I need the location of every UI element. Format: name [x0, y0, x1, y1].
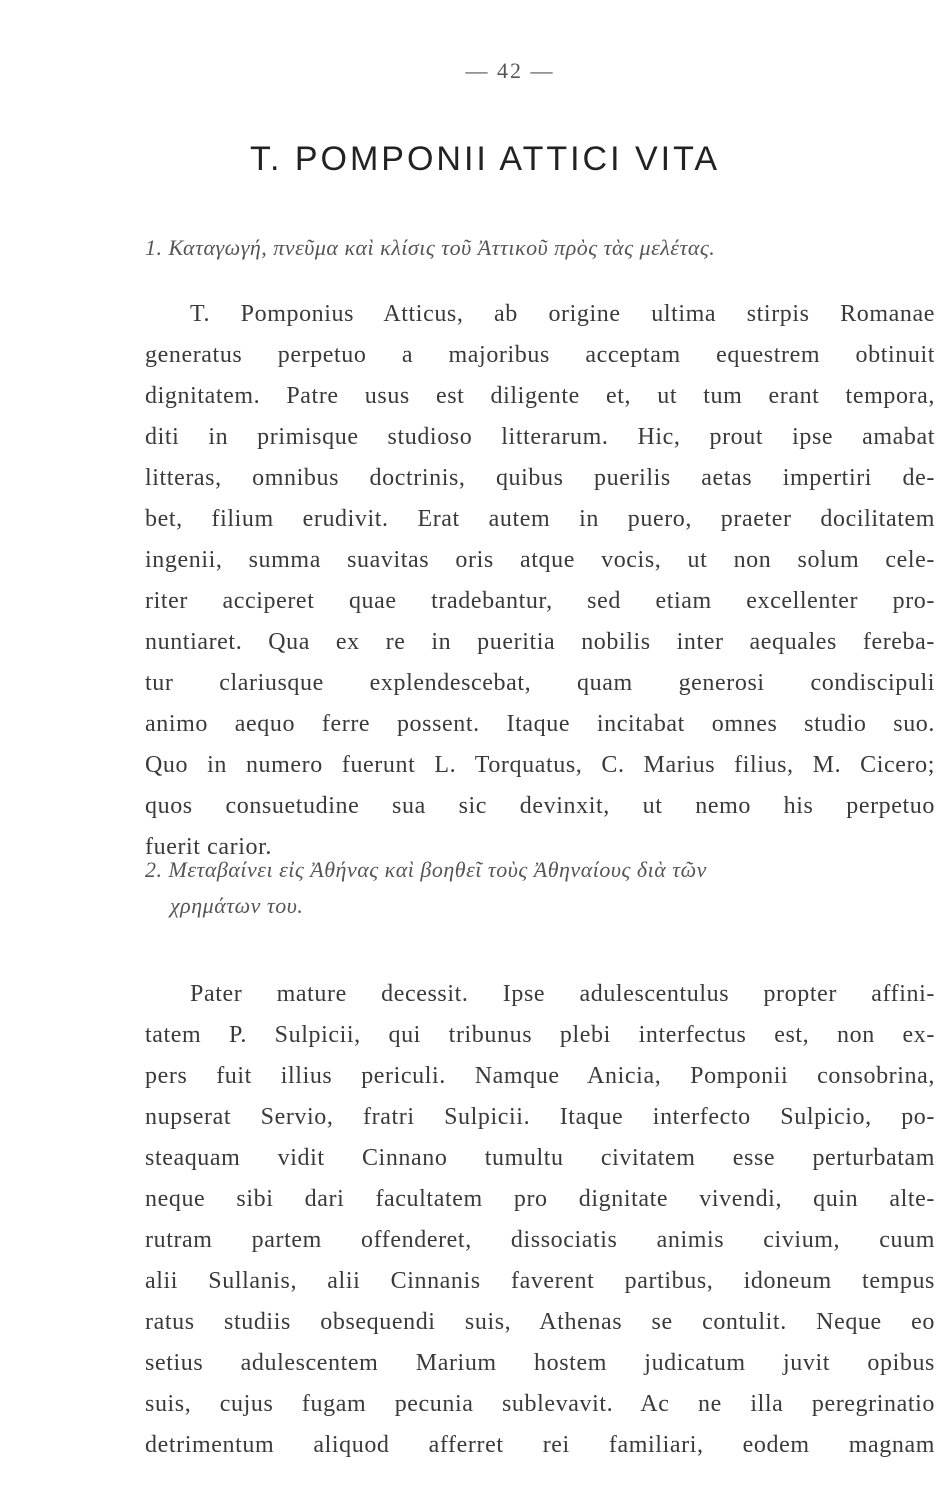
section-1-paragraph	[145, 294, 935, 868]
text-line: riter acciperet quae tradebantur, sed etiam excellenter pro-	[145, 588, 935, 614]
text-line: rutram partem offenderet, dissociatis animis civium, cuum	[145, 1227, 935, 1253]
text-line: fuerit carior.	[145, 834, 273, 860]
page-number: — 42 —	[465, 58, 555, 83]
text-line: bet, filium erudivit. Erat autem in puero, praeter docilitatem	[145, 506, 935, 532]
text-line: suis, cujus fugam pecunia sublevavit. Ac ne illa peregrinatio	[145, 1391, 935, 1417]
text-line: setius adulescentem Marium hostem judicatum juvit opibus	[145, 1350, 935, 1376]
text-line: dignitatem. Patre usus est diligente et, ut tum erant tempora,	[145, 383, 935, 409]
text-line: detrimentum aliquod afferret rei familiari, eodem magnam	[145, 1432, 935, 1458]
text-line: T. Pomponius Atticus, ab origine ultima stirpis Romanae	[190, 301, 935, 327]
text-line: nuntiaret. Qua ex re in pueritia nobilis inter aequales fereba-	[145, 629, 935, 655]
text-line: generatus perpetuo a majoribus acceptam equestrem obtinuit	[145, 342, 935, 368]
section-1-heading: 1. Καταγωγή, πνεῦμα καὶ κλίσις τοῦ Ἀττικοῦ πρὸς τὰς μελέτας.	[145, 235, 716, 260]
text-line: alii Sullanis, alii Cinnanis faverent partibus, idoneum tempus	[145, 1268, 935, 1294]
text-line: ratus studiis obsequendi suis, Athenas se contulit. Neque eo	[145, 1309, 935, 1335]
text-line: tur clariusque explendescebat, quam generosi condiscipuli	[145, 670, 935, 696]
section-2-heading-line-1: 2. Μεταβαίνει εἰς Ἀθήνας καὶ βοηθεῖ τοὺς Ἀθηναίους διὰ τῶν	[145, 857, 707, 882]
page-title: T. POMPONII ATTICI VITA	[249, 140, 721, 178]
text-line: litteras, omnibus doctrinis, quibus puerilis aetas impertiri de-	[145, 465, 935, 491]
text-line: nupserat Servio, fratri Sulpicii. Itaque interfecto Sulpicio, po-	[145, 1104, 935, 1130]
text-line: animo aequo ferre possent. Itaque incitabat omnes studio suo.	[145, 711, 935, 737]
text-line: tatem P. Sulpicii, qui tribunus plebi interfectus est, non ex-	[145, 1022, 935, 1048]
section-2-heading-line-2: χρημάτων του.	[170, 893, 304, 918]
text-line: ingenii, summa suavitas oris atque vocis, ut non solum cele-	[145, 547, 935, 573]
section-2-heading	[145, 852, 935, 924]
section-2-paragraph	[145, 974, 935, 1466]
text-line: pers fuit illius periculi. Namque Anicia, Pomponii consobrina,	[145, 1063, 935, 1089]
text-line: Quo in numero fuerunt L. Torquatus, C. Marius filius, M. Cicero;	[145, 752, 935, 778]
text-line: neque sibi dari facultatem pro dignitate vivendi, quin alte-	[145, 1186, 935, 1212]
text-line: steaquam vidit Cinnano tumultu civitatem esse perturbatam	[145, 1145, 935, 1171]
text-line: quos consuetudine sua sic devinxit, ut nemo his perpetuo	[145, 793, 935, 819]
text-line: diti in primisque studioso litterarum. Hic, prout ipse amabat	[145, 424, 935, 450]
text-line: Pater mature decessit. Ipse adulescentulus propter affini-	[190, 981, 935, 1007]
